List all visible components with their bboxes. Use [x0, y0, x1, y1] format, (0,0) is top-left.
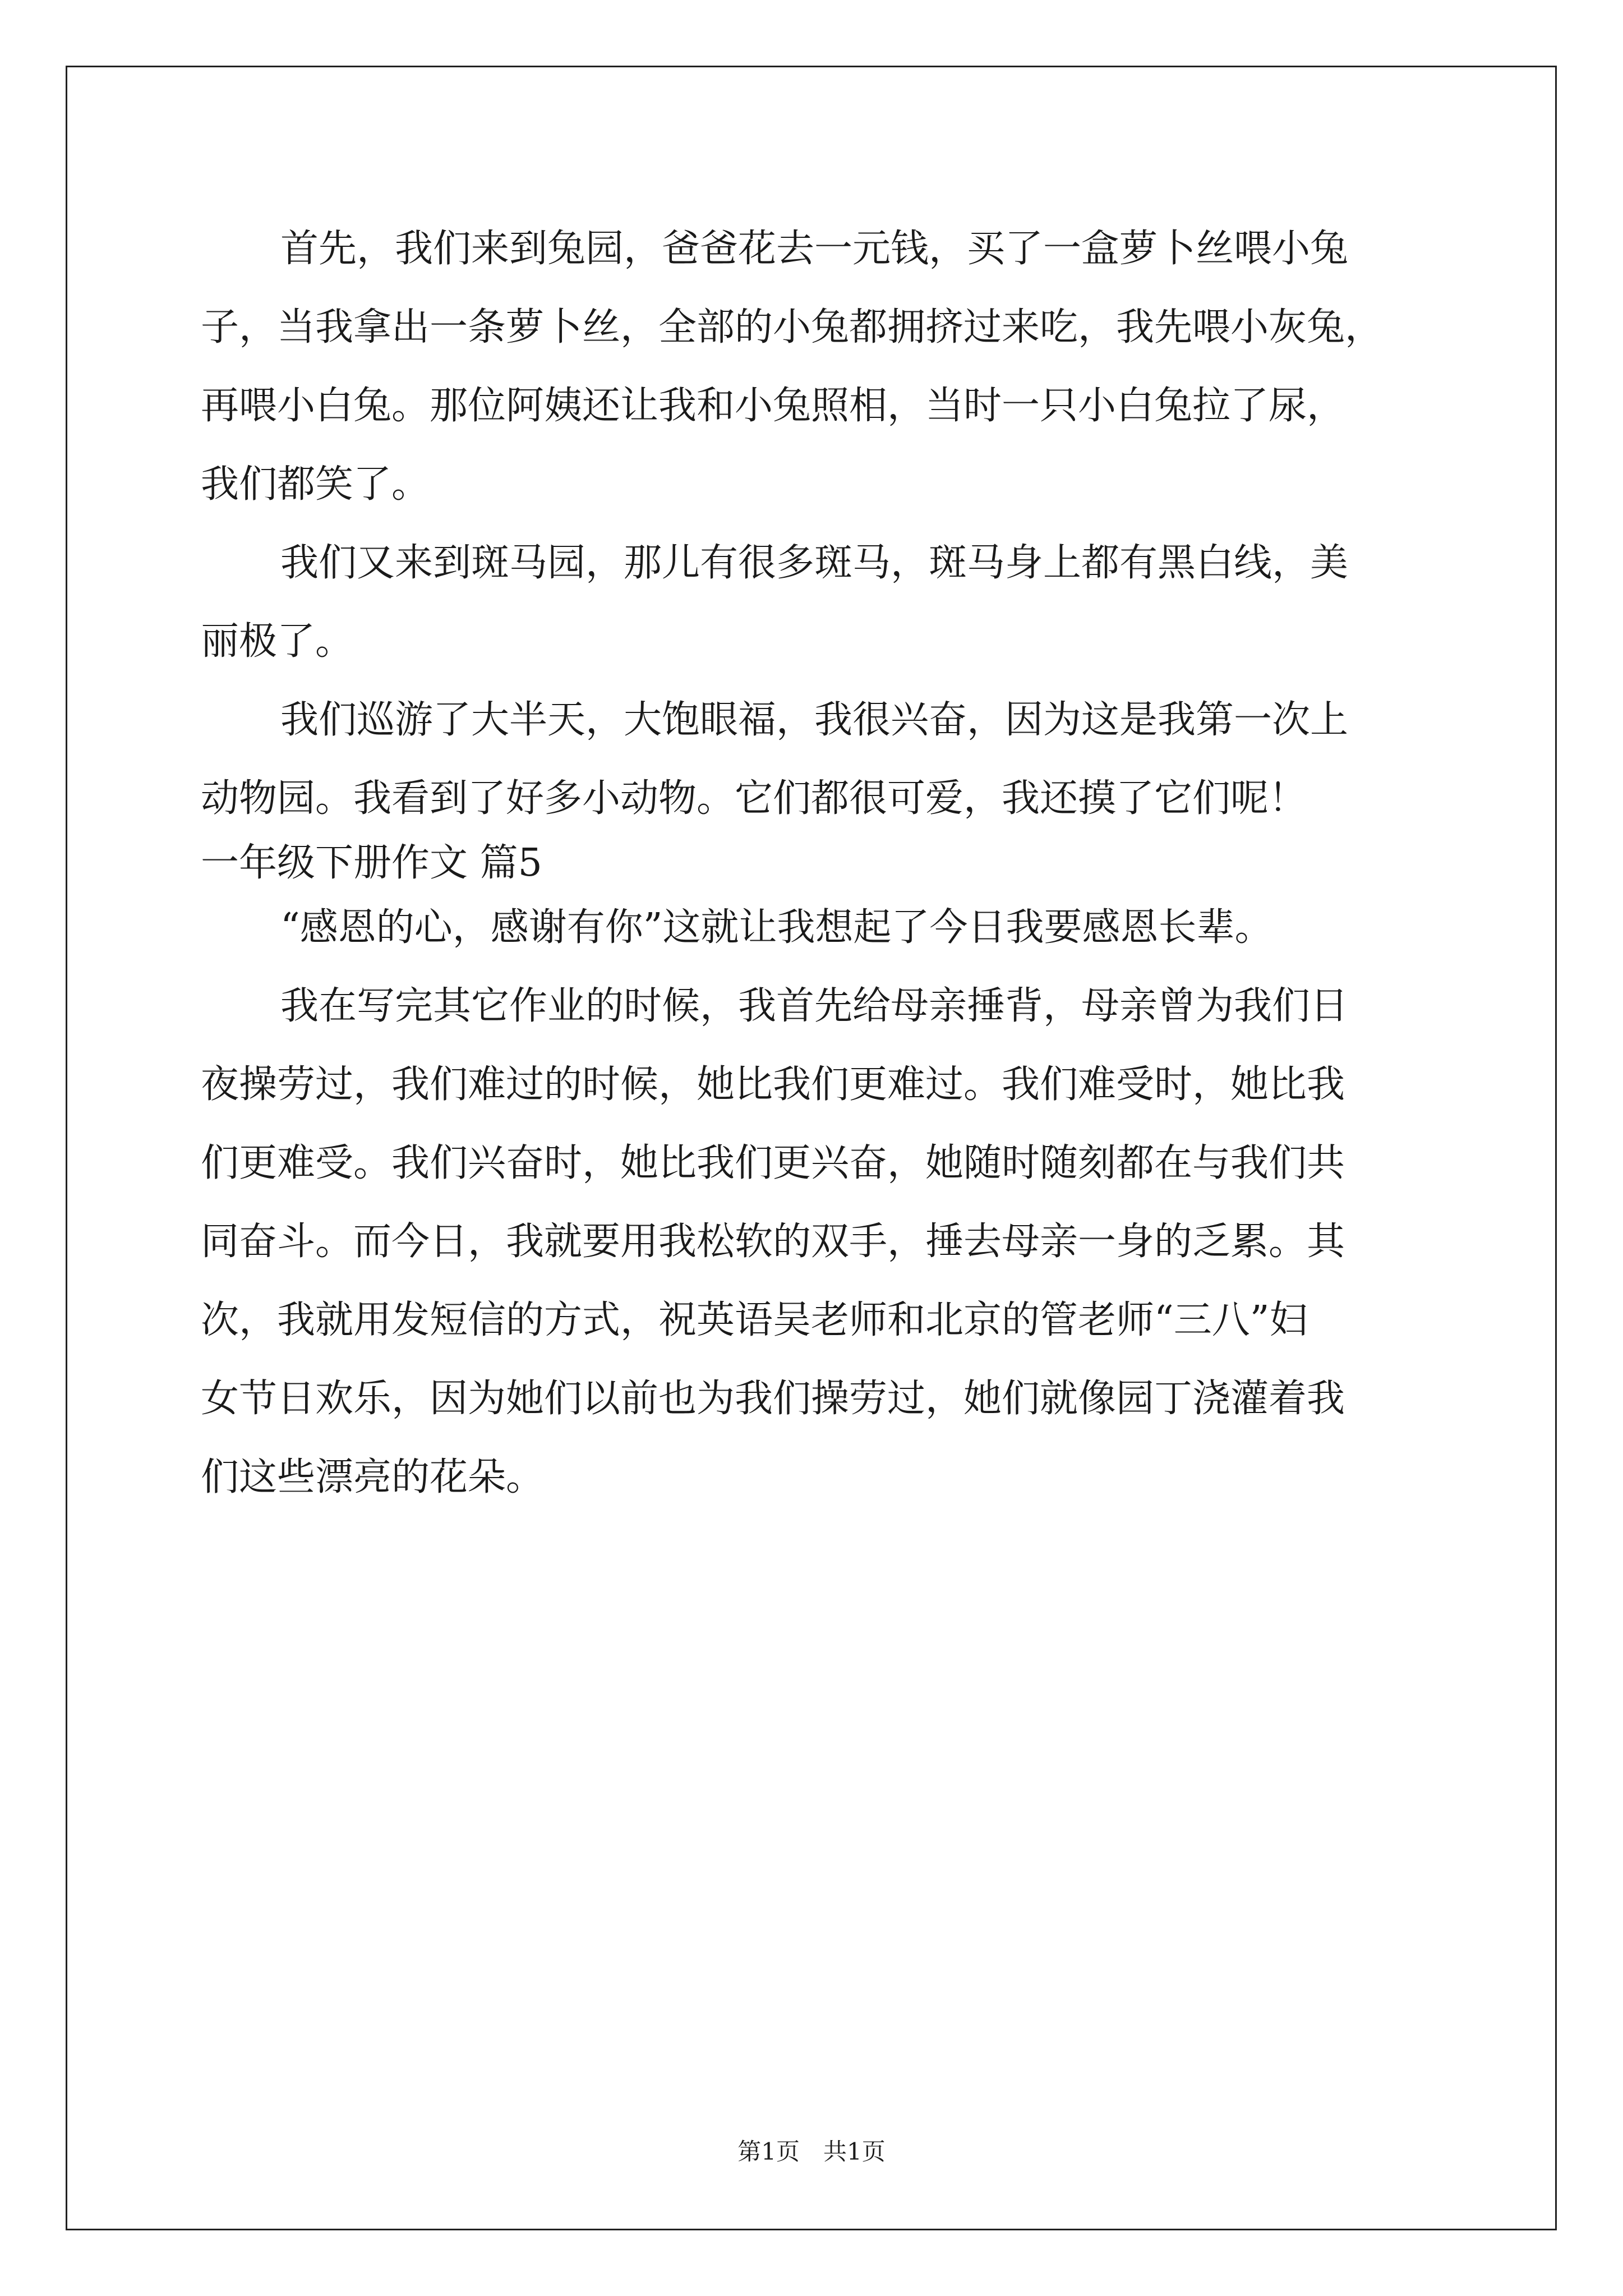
text-line: 同奋斗。而今日，我就要用我松软的双手，捶去母亲一身的乏累。其 — [201, 1220, 1345, 1264]
text-line: 再喂小白兔。那位阿姨还让我和小兔照相，当时一只小白兔拉了尿， — [201, 384, 1345, 428]
text-line: 丽极了。 — [201, 619, 354, 664]
text-line: 我们又来到斑马园，那儿有很多斑马，斑马身上都有黑白线，美 — [280, 541, 1349, 585]
text-line: 动物园。我看到了好多小动物。它们都很可爱，我还摸了它们呢！ — [201, 776, 1307, 821]
text-line: 我在写完其它作业的时候，我首先给母亲捶背，母亲曾为我们日 — [280, 984, 1349, 1028]
text-line: 们这些漂亮的花朵。 — [201, 1455, 545, 1499]
text-line: “感恩的心，感谢有你”这就让我想起了今日我要感恩长辈。 — [280, 905, 1273, 950]
text-line: 子，当我拿出一条萝卜丝，全部的小兔都拥挤过来吃，我先喂小灰兔， — [201, 305, 1384, 349]
section-heading: 一年级下册作文 篇5 — [201, 841, 542, 885]
text-line: 女节日欢乐，因为她们以前也为我们操劳过，她们就像园丁浇灌着我 — [201, 1377, 1345, 1421]
text-line: 我们都笑了。 — [201, 462, 430, 507]
text-line: 次，我就用发短信的方式，祝英语吴老师和北京的管老师“三八”妇 — [201, 1298, 1308, 1342]
page-footer: 第1页 共1页 — [737, 2138, 886, 2165]
text-line: 我们巡游了大半天，大饱眼福，我很兴奋，因为这是我第一次上 — [280, 698, 1349, 742]
text-line: 夜操劳过，我们难过的时候，她比我们更难过。我们难受时，她比我 — [201, 1062, 1345, 1107]
text-line: 首先，我们来到兔园，爸爸花去一元钱，买了一盒萝卜丝喂小兔 — [280, 227, 1349, 271]
text-line: 们更难受。我们兴奋时，她比我们更兴奋，她随时随刻都在与我们共 — [201, 1141, 1345, 1185]
